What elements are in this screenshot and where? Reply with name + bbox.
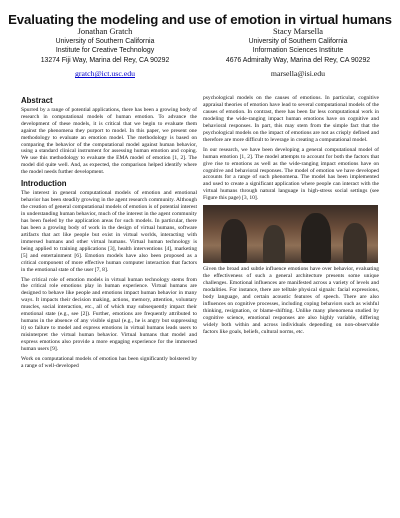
author-address: 13274 Fiji Way, Marina del Rey, CA 90292: [40, 56, 170, 64]
body-paragraph: psychological models on the causes of emotions. In particular, cognitive appraisal theories of emotion have lead to several computational models of the causes of emotion. In contrast, there has been far less computational work in modeling the wide-ranging impact human emotions have on cognitive and behavioral responses. In part, this may stem from the simple fact that the psychological models on the impact of emotions are not as crisply defined and therefore are more difficult to leverage in creating a computational model.: [203, 95, 379, 143]
author-block-2: [203, 27, 393, 79]
paper-title: Evaluating the modeling and use of emotion in virtual humans: [8, 12, 392, 27]
author-university: University of Southern California: [248, 37, 348, 45]
author-email-link[interactable]: gratch@ict.usc.edu: [74, 69, 135, 79]
author-name: Stacy Marsella: [272, 27, 323, 36]
virtual-human-scene-image: [203, 205, 378, 263]
figure-silhouette: [263, 225, 285, 263]
author-address: 4676 Admiralty Way, Marina del Rey, CA 90292: [225, 56, 371, 64]
intro-paragraph: The interest in general computational models of emotion and emotional behavior has been steadily growing in the agent research community. Although the creation of general computational models of emotion is of potential interest in understanding human behavior, much of the interest in the agent community has been fueled by the application areas for such models. In particular, there has been a growing body of work in the design of virtual humans, software artifacts that act like people but exist in virtual worlds, interacting with immersed humans and other virtual humans. Virtual human technology is being applied to training applications [3], health interventions [4], marketing [5] and entertainment [6]. Emotion models have also been proposed as a critical component of more effective human computer interaction that factors in the emotional state of the user [7, 8].: [21, 190, 197, 273]
author-institute: Information Sciences Institute: [252, 47, 344, 55]
figure-silhouette: [343, 223, 367, 263]
author-university: University of Southern California: [55, 37, 155, 45]
figure-silhouette: [221, 219, 247, 263]
author-institute: Institute for Creative Technology: [55, 47, 155, 55]
body-paragraph: In our research, we have been developing a general computational model of human emotion [1, 2]. The model attempts to account for both the factors that give rise to emotions as well as the wide-ranging impact emotions have on cognitive and behavioral responses. The model of emotion we have developed accounts for a range of such phenomena. The model has been implemented and used to create a significant application where people can interact with the virtual humans through natural language in high-stress social settings (see Figure this page) [3, 10].: [203, 146, 379, 202]
left-column: [21, 94, 197, 373]
introduction-heading: Introduction: [21, 179, 67, 189]
body-paragraph: Given the broad and subtle influence emotions have over behavior, evaluating the effectiveness of such a general architecture presents some unique challenges. Emotional influences are manifested across a variety of levels and modalities. For instance, there are telltale physical signals: facial expressions, body language, and certain acoustic features of speech. There are also influences on cognitive processes, including coping behaviors such as wishful thinking, resignation, or blame-shifting. Unlike many phenomena studied by cognitive science, emotional responses are also highly variable, differing widely both within and across individuals depending on non-observable factors like goals, beliefs, cultural norms, etc.: [203, 266, 379, 335]
author-name: Jonathan Gratch: [77, 27, 133, 36]
abstract-text: Spurred by a range of potential applications, there has been a growing body of research in computational models of human emotion. To advance the development of these models, it is critical that we begin to evaluate them against the phenomena they purport to model. In this paper, we present one methodology to evaluate an emotion model. The methodology is based on comparing the behavior of the computational model against human behavior, using a standard clinical instrument for assessing human emotion and coping. We use this methodology to evaluate the EMA model of emotion [1, 2]. The model did quite well. And, as expected, the comparison helped identify where the model needs further development.: [21, 107, 197, 176]
intro-paragraph: The critical role of emotion models in virtual human technology stems from the critical role emotions play in human experience. Virtual humans are designed to behave like people and emotions impact human behavior in many ways. It impacts their decision making, actions, memory, attention, voluntary muscles, social interaction, etc., all of which may subsequently impact their emotional state (e.g., see [2]). Further, emotions are frequently attributed to humans in the absence of any visible signal (e.g., he is angry but suppressing it) so failure to model and express emotions in virtual humans leads users to misinterpret the virtual human behavior. Virtual humans that model and express emotions also provide a more engaging experience for the immersed human users [9].: [21, 276, 197, 353]
abstract-heading: Abstract: [21, 96, 53, 105]
author-email-link[interactable]: marsella@isi.edu: [270, 69, 326, 79]
figure-silhouette: [301, 213, 331, 263]
author-block-1: [10, 27, 200, 79]
right-column: [203, 95, 379, 339]
intro-paragraph: Work on computational models of emotion has been significantly bolstered by a range of well-developed: [21, 355, 197, 369]
